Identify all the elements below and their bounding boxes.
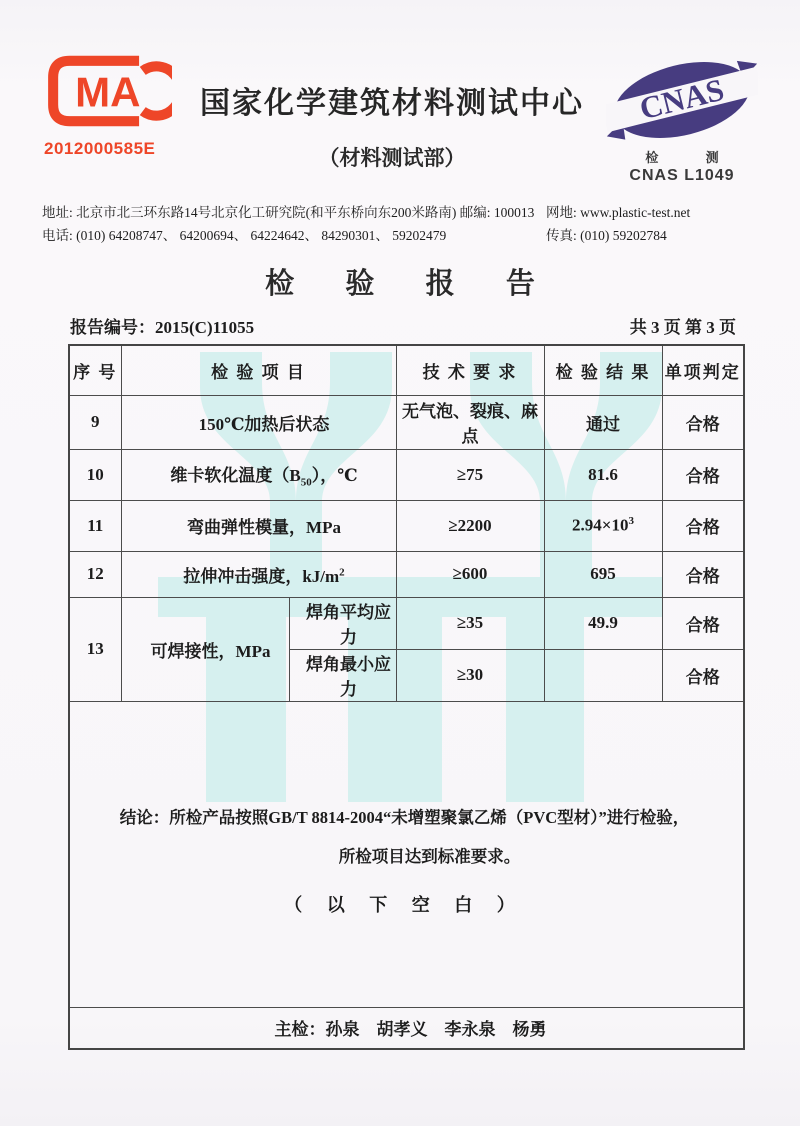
row-result: 695 (544, 551, 662, 597)
inspector-names: 孙泉 胡孝义 李永泉 杨勇 (325, 1020, 547, 1040)
row-verdict: 合格 (662, 597, 744, 649)
row-item: 弯曲弹性模量，MPa (121, 500, 396, 551)
report-meta (70, 313, 736, 338)
signature-row (69, 1007, 744, 1049)
row-req: ≥30 (396, 649, 544, 701)
row-result: 49.9 (544, 597, 662, 649)
phone-line: 电话: (010) 64208747、 64200694、 64224642、 84290301、 59202479 (42, 228, 447, 243)
page-indicator: 共 3 页 第 3 页 (629, 318, 736, 337)
org-subtitle: （材料测试部） (318, 146, 466, 170)
row-item: 可焊接性，MPa (121, 597, 289, 701)
row-item: 150℃加热后状态 (121, 395, 396, 449)
row-item: 维卡软化温度$(B_{50})$，℃ (121, 449, 396, 500)
row-req: ≥75 (396, 449, 544, 500)
table-row (69, 395, 744, 449)
col-verdict: 单项判定 (662, 345, 744, 395)
svg-text:CNAS: CNAS (636, 71, 728, 127)
conclusion-row (69, 701, 744, 1007)
results-table (68, 344, 745, 1050)
fax-line: 传真: (010) 59202784 (546, 228, 667, 243)
row-verdict: 合格 (662, 551, 744, 597)
row-no: 12 (69, 551, 121, 597)
table-row (69, 551, 744, 597)
row-no: 13 (69, 597, 121, 701)
table-header-row (69, 345, 744, 395)
row-result: 81.6 (544, 449, 662, 500)
row-result: $2.94\times 10^3$ (544, 500, 662, 551)
row-req: 无气泡、裂痕、麻点 (396, 395, 544, 449)
report-title: 检 验 报 告 (265, 268, 557, 300)
row-verdict: 合格 (662, 500, 744, 551)
conclusion-line1: 结论：所检产品按照GB/T 8814-2004“未增塑聚氯乙烯（PVC型材）”进行检验， (119, 808, 690, 827)
row-req: ≥2200 (396, 500, 544, 551)
row-no: 10 (69, 449, 121, 500)
row-result: 通过 (544, 395, 662, 449)
website-line: 网地: www.plastic-test.net (546, 205, 691, 220)
cma-logo-block (44, 52, 186, 159)
col-requirement: 技 术 要 求 (396, 345, 544, 395)
cnas-logo-block (598, 52, 766, 185)
conclusion-line2: 所检项目达到标准要求。 (338, 847, 521, 866)
row-item: 拉伸冲击强度，$kJ/m^2$ (121, 551, 396, 597)
row-result (544, 649, 662, 701)
row-sub-item: 焊角平均应力 (289, 597, 396, 649)
row-req: ≥35 (396, 597, 544, 649)
col-result: 检 验 结 果 (544, 345, 662, 395)
org-title: 国家化学建筑材料测试中心 (200, 87, 584, 120)
col-seq: 序 号 (69, 345, 121, 395)
contact-info (42, 201, 758, 247)
letterhead (0, 0, 800, 185)
report-number: 报告编号：2015(C)11055 (70, 318, 255, 337)
inspector-label: 主检： (274, 1020, 326, 1040)
conclusion-cell (69, 701, 744, 1007)
signature-cell (69, 1007, 744, 1049)
col-item: 检 验 项 目 (121, 345, 396, 395)
address-line: 地址: 北京市北三环东路14号北京化工研究院(和平东桥向东200米路南) 邮编: 100013 (42, 205, 535, 220)
row-verdict: 合格 (662, 449, 744, 500)
row-verdict: 合格 (662, 649, 744, 701)
row-sub-item: 焊角最小应力 (289, 649, 396, 701)
table-row (69, 597, 744, 649)
cma-logo-icon (44, 52, 172, 130)
blank-below-note: （ 以 下 空 白 ） (284, 895, 525, 915)
svg-text:MA: MA (75, 68, 141, 116)
table-row (69, 500, 744, 551)
cnas-jiance-label: 检 测 (645, 150, 741, 165)
row-no: 11 (69, 500, 121, 551)
cnas-logo-icon (606, 54, 758, 146)
row-verdict: 合格 (662, 395, 744, 449)
row-no: 9 (69, 395, 121, 449)
cnas-cert-id: CNAS L1049 (629, 167, 735, 184)
row-req: ≥600 (396, 551, 544, 597)
cma-certificate-number: 2012000585E (44, 139, 156, 158)
table-row (69, 449, 744, 500)
